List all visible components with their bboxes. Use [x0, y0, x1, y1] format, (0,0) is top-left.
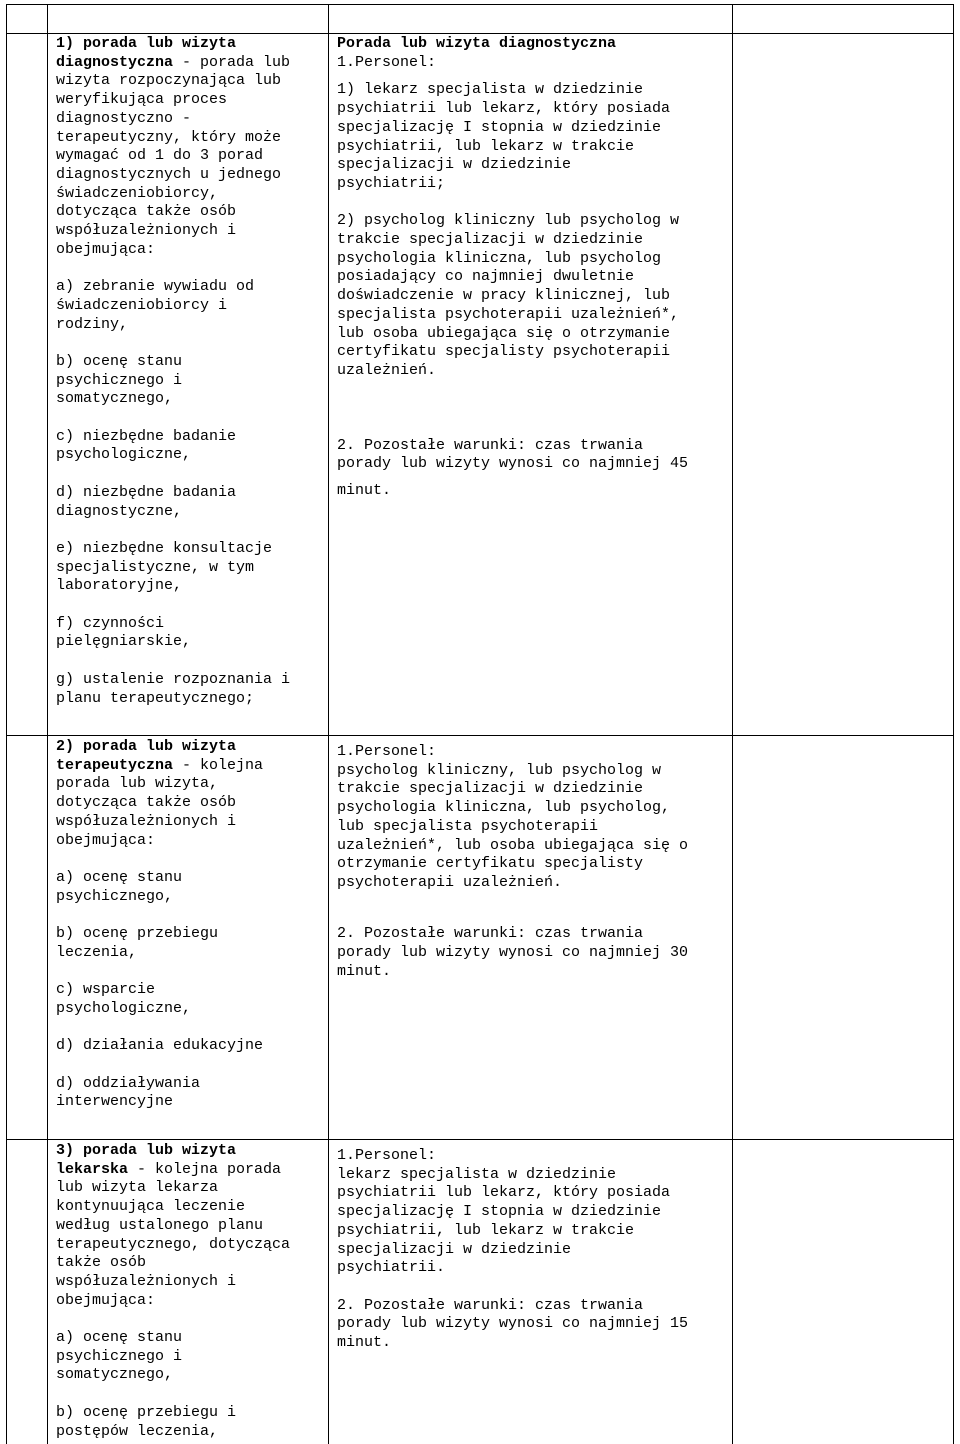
- row-3-desc-line: według ustalonego planu: [56, 1216, 264, 1234]
- row-3-title-line-1: 3) porada lub wizyta: [56, 1142, 237, 1159]
- row-1-item-f: pielęgniarskie,: [56, 633, 192, 651]
- row-3-requirements-cell: [337, 1147, 729, 1353]
- row-1-personnel-1: psychiatrii, lub lekarz w trakcie: [337, 137, 635, 155]
- row-2-desc-line: obejmująca:: [56, 831, 156, 849]
- row-3-item-a: somatycznego,: [56, 1366, 174, 1384]
- row-2-title-line-2: terapeutyczna: [56, 756, 174, 774]
- row-1-personnel-1: specjalizacji w dziedzinie: [337, 156, 572, 174]
- row-3-personnel-label: 1.Personel:: [337, 1147, 437, 1164]
- row-3-desc-line: kontynuująca leczenie: [56, 1198, 246, 1216]
- row-2-item-c: psychologiczne,: [56, 999, 192, 1017]
- row-3-personnel: psychiatrii lub lekarz, który posiada: [337, 1184, 671, 1202]
- table-border-header: [6, 33, 954, 34]
- row-2-personnel: trakcie specjalizacji w dziedzinie: [337, 780, 644, 798]
- row-2-personnel-label: 1.Personel:: [337, 743, 437, 760]
- row-3-personnel: lekarz specjalista w dziedzinie: [337, 1165, 617, 1183]
- table-border-row2: [6, 1139, 954, 1140]
- row-1-desc-line: wymagać od 1 do 3 porad: [56, 147, 264, 165]
- table-border-right: [953, 4, 954, 1444]
- row-1-item-a: a) zebranie wywiadu od: [56, 278, 255, 296]
- row-1-personnel-1: psychiatrii lub lekarz, który posiada: [337, 100, 671, 118]
- row-2-conditions: minut.: [337, 962, 392, 980]
- row-2-title-line-1: 2) porada lub wizyta: [56, 738, 237, 755]
- row-2-requirements-cell: [337, 743, 729, 981]
- row-3-personnel: specjalizację I stopnia w dziedzinie: [337, 1203, 662, 1221]
- row-1-personnel-2: specjalista psychoterapii uzależnień*,: [337, 305, 680, 323]
- row-2-item-a: psychicznego,: [56, 887, 174, 905]
- row-3-item-b: b) ocenę przebiegu i: [56, 1403, 237, 1421]
- row-1-personnel-2: uzależnień.: [337, 361, 437, 379]
- row-1-desc-line: obejmująca:: [56, 240, 156, 258]
- row-2-item-d2: interwencyjne: [56, 1093, 174, 1111]
- row-1-personnel-1: psychiatrii;: [337, 174, 446, 192]
- row-1-conditions: porady lub wizyty wynosi co najmniej 45: [337, 455, 689, 473]
- row-1-title-line-2: diagnostyczna: [56, 53, 174, 71]
- row-2-desc-line: porada lub wizyta,: [56, 775, 219, 793]
- row-1-personnel-2: posiadający co najmniej dwuletnie: [337, 268, 635, 286]
- row-3-personnel: psychiatrii.: [337, 1259, 446, 1277]
- row-3-title-line-2: lekarska: [56, 1160, 129, 1178]
- row-2-item-c: c) wsparcie: [56, 981, 156, 999]
- row-1-item-c: c) niezbędne badanie: [56, 427, 237, 445]
- row-1-personnel-2: psychologia kliniczna, lub psycholog: [337, 249, 662, 267]
- row-1-desc-line: diagnostyczno -: [56, 109, 192, 127]
- row-1-heading: Porada lub wizyta diagnostyczna: [337, 35, 617, 52]
- row-2-personnel: uzależnień*, lub osoba ubiegająca się o: [337, 836, 689, 854]
- row-3-personnel: specjalizacji w dziedzinie: [337, 1240, 572, 1258]
- row-1-item-e: specjalistyczne, w tym: [56, 558, 255, 576]
- row-2-personnel: lub specjalista psychoterapii: [337, 817, 599, 835]
- row-1-desc-line: terapeutyczny, który może: [56, 128, 282, 146]
- row-1-personnel-label: 1.Personel:: [337, 53, 437, 71]
- row-2-personnel: psychoterapii uzależnień.: [337, 873, 563, 891]
- row-1-item-d: d) niezbędne badania: [56, 483, 237, 501]
- row-3-desc-line: współuzależnionych i: [56, 1272, 237, 1290]
- table-border-row1: [6, 735, 954, 736]
- row-3-personnel: psychiatrii, lub lekarz w trakcie: [337, 1221, 635, 1239]
- row-1-item-c: psychologiczne,: [56, 446, 192, 464]
- row-1-item-a: świadczeniobiorcy i: [56, 296, 228, 314]
- row-1-item-d: diagnostyczne,: [56, 502, 183, 520]
- row-1-personnel-2: doświadczenie w pracy klinicznej, lub: [337, 287, 671, 305]
- row-1-desc-line: wizyta rozpoczynająca lub: [56, 72, 282, 90]
- row-2-desc-line: dotycząca także osób: [56, 794, 237, 812]
- row-1-item-f: f) czynności: [56, 614, 165, 632]
- row-1-personnel-2: 2) psycholog kliniczny lub psycholog w: [337, 212, 680, 230]
- row-3-desc-line: obejmująca:: [56, 1291, 156, 1309]
- row-1-conditions: minut.: [337, 482, 392, 500]
- row-1-item-b: somatycznego,: [56, 390, 174, 408]
- row-3-scope-cell: [56, 1142, 326, 1441]
- row-1-title-rest: - porada lub: [173, 53, 291, 71]
- row-1-conditions: 2. Pozostałe warunki: czas trwania: [337, 436, 644, 454]
- row-2-item-d2: d) oddziaływania: [56, 1074, 201, 1092]
- row-1-item-e: laboratoryjne,: [56, 577, 183, 595]
- row-1-item-e: e) niezbędne konsultacje: [56, 539, 273, 557]
- table-border-left: [6, 4, 7, 1444]
- row-1-requirements-cell: [337, 35, 729, 501]
- row-1-item-g: g) ustalenie rozpoznania i: [56, 670, 291, 688]
- row-2-personnel: otrzymanie certyfikatu specjalisty: [337, 855, 644, 873]
- row-1-personnel-1: specjalizację I stopnia w dziedzinie: [337, 118, 662, 136]
- row-3-desc-line: także osób: [56, 1254, 147, 1272]
- table-border-col2: [47, 4, 48, 1444]
- row-2-item-b: b) ocenę przebiegu: [56, 925, 219, 942]
- row-1-desc-line: współuzależnionych i: [56, 222, 237, 240]
- row-1-desc-line: świadczeniobiorcy,: [56, 184, 219, 202]
- row-2-conditions: porady lub wizyty wynosi co najmniej 30: [337, 944, 689, 962]
- row-1-scope-cell: [56, 35, 326, 708]
- row-3-desc-line: lub wizyta lekarza: [56, 1179, 219, 1197]
- row-1-personnel-2: certyfikatu specjalisty psychoterapii: [337, 343, 671, 361]
- row-2-item-a: a) ocenę stanu: [56, 868, 183, 886]
- row-2-title-rest: - kolejna: [173, 756, 264, 774]
- row-1-item-b: b) ocenę stanu: [56, 352, 183, 370]
- row-1-desc-line: dotycząca także osób: [56, 203, 237, 221]
- row-1-title-line-1: 1) porada lub wizyta: [56, 35, 237, 52]
- row-2-conditions: 2. Pozostałe warunki: czas trwania: [337, 925, 644, 943]
- row-1-desc-line: diagnostycznych u jednego: [56, 165, 282, 183]
- row-1-desc-line: weryfikująca proces: [56, 91, 228, 109]
- row-1-personnel-2: trakcie specjalizacji w dziedzinie: [337, 231, 644, 249]
- row-1-item-g: planu terapeutycznego;: [56, 689, 255, 707]
- row-3-item-a: a) ocenę stanu: [56, 1329, 183, 1347]
- row-2-desc-line: współuzależnionych i: [56, 812, 237, 830]
- row-3-item-b: postępów leczenia,: [56, 1422, 219, 1440]
- row-3-title-rest: - kolejna porada: [128, 1160, 282, 1178]
- row-3-item-a: psychicznego i: [56, 1347, 183, 1365]
- row-2-scope-cell: [56, 738, 326, 1112]
- row-3-conditions: minut.: [337, 1334, 392, 1352]
- table-border-col3: [328, 4, 329, 1444]
- table-border-top: [6, 4, 954, 5]
- row-2-item-b: leczenia,: [56, 943, 138, 961]
- row-3-conditions: 2. Pozostałe warunki: czas trwania: [337, 1296, 644, 1314]
- row-1-personnel-1: 1) lekarz specjalista w dziedzinie: [337, 81, 644, 99]
- row-3-desc-line: terapeutycznego, dotycząca: [56, 1235, 291, 1253]
- row-2-item-d: d) działania edukacyjne: [56, 1037, 264, 1055]
- row-2-personnel: psychologia kliniczna, lub psycholog,: [337, 799, 671, 817]
- row-1-personnel-2: lub osoba ubiegająca się o otrzymanie: [337, 324, 671, 342]
- row-3-conditions: porady lub wizyty wynosi co najmniej 15: [337, 1315, 689, 1333]
- row-1-item-a: rodziny,: [56, 315, 129, 333]
- row-1-item-b: psychicznego i: [56, 371, 183, 389]
- row-2-personnel: psycholog kliniczny, lub psycholog w: [337, 761, 662, 779]
- table-border-col4: [732, 4, 733, 1444]
